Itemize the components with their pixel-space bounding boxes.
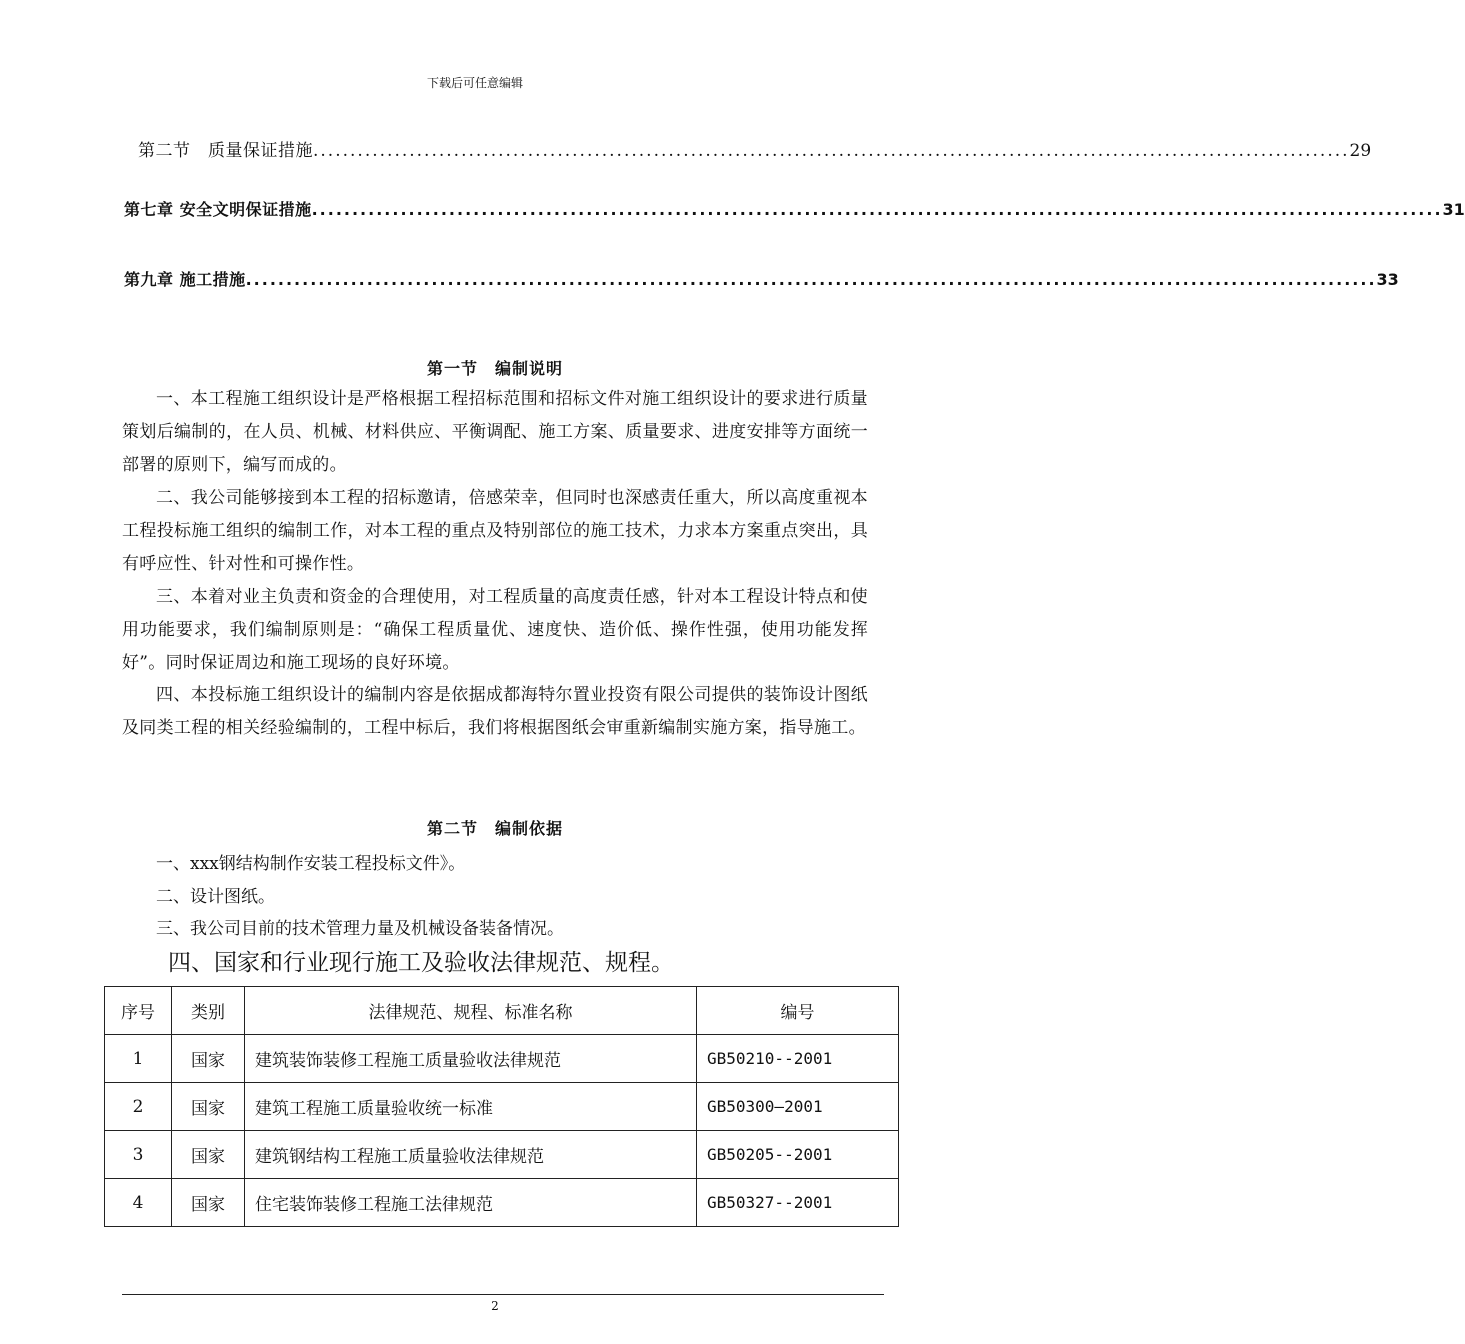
cell-name: 建筑工程施工质量验收统一标准 <box>245 1083 697 1131</box>
table-row <box>105 1179 899 1227</box>
basis-item: 一、xxx钢结构制作安装工程投标文件》。 <box>156 854 466 874</box>
cell-number: 3 <box>105 1131 172 1179</box>
footer-divider <box>122 1294 884 1295</box>
toc-entry-page: 31 <box>1442 200 1465 219</box>
paragraph: 一、本工程施工组织设计是严格根据工程招标范围和招标文件对施工组织设计的要求进行质量策划后编制的，在人员、机械、材料供应、平衡调配、施工方案、质量要求、进度安排等方面统一部署的原则下，编写而成的。 <box>122 389 868 475</box>
cell-name: 建筑钢结构工程施工质量验收法律规范 <box>245 1131 697 1179</box>
standards-table <box>104 986 899 1227</box>
paragraph: 二、我公司能够接到本工程的招标邀请，倍感荣幸，但同时也深感责任重大，所以高度重视本工程投标施工组织的编制工作，对本工程的重点及特别部位的施工技术，力求本方案重点突出，具有呼应性、针对性和可操作性。 <box>122 488 868 574</box>
column-header-code: 编号 <box>697 987 899 1035</box>
cell-name: 住宅装饰装修工程施工法律规范 <box>245 1179 697 1227</box>
cell-code: GB50210--2001 <box>697 1035 899 1083</box>
cell-code: GB50205--2001 <box>697 1131 899 1179</box>
cell-number: 1 <box>105 1035 172 1083</box>
page-header: 下载后可任意编辑 <box>426 76 523 90</box>
table-row <box>105 1131 899 1179</box>
toc-entry-title: 第九章 施工措施 <box>124 270 246 289</box>
table-header-row <box>105 987 899 1035</box>
basis-item-large: 四、国家和行业现行施工及验收法律规范、规程。 <box>168 950 674 976</box>
cell-category: 国家 <box>172 1131 245 1179</box>
toc-entry-chapter-7[interactable] <box>124 197 1465 220</box>
toc-entry-title: 第二节 质量保证措施 <box>138 141 313 161</box>
toc-entry-chapter-9[interactable] <box>124 267 1399 290</box>
section-heading-compilation-basis: 第二节 编制依据 <box>426 819 563 838</box>
column-header-name: 法律规范、规程、标准名称 <box>245 987 697 1035</box>
toc-entry-section-2[interactable] <box>138 136 1372 161</box>
basis-item: 二、设计图纸。 <box>156 887 275 907</box>
cell-code: GB50300—2001 <box>697 1083 899 1131</box>
paragraph: 三、本着对业主负责和资金的合理使用，对工程质量的高度责任感，针对本工程设计特点和使用功能要求，我们编制原则是：“确保工程质量优、速度快、造价低、操作性强，使用功能发挥好”。同时保证周边和施工现场的良好环境。 <box>122 587 868 673</box>
toc-entry-page: 29 <box>1349 141 1372 161</box>
cell-number: 4 <box>105 1179 172 1227</box>
table-row <box>105 1083 899 1131</box>
cell-category: 国家 <box>172 1035 245 1083</box>
cell-category: 国家 <box>172 1179 245 1227</box>
cell-name: 建筑装饰装修工程施工质量验收法律规范 <box>245 1035 697 1083</box>
column-header-category: 类别 <box>172 987 245 1035</box>
toc-leader-dots: ............................................................................................................................................ <box>245 270 1377 289</box>
cell-category: 国家 <box>172 1083 245 1131</box>
cell-code: GB50327--2001 <box>697 1179 899 1227</box>
page-number: 2 <box>491 1299 499 1313</box>
toc-entry-page: 33 <box>1376 270 1399 289</box>
basis-item: 三、我公司目前的技术管理力量及机械设备装备情况。 <box>156 919 564 939</box>
paragraph: 四、本投标施工组织设计的编制内容是依据成都海特尔置业投资有限公司提供的装饰设计图纸及同类工程的相关经验编制的，工程中标后，我们将根据图纸会审重新编制实施方案，指导施工。 <box>122 685 868 738</box>
table-row <box>105 1035 899 1083</box>
toc-leader-dots: ............................................................................................................................................ <box>313 141 1350 161</box>
toc-leader-dots: ............................................................................................................................................ <box>311 200 1443 219</box>
section-heading-compilation-notes: 第一节 编制说明 <box>426 359 563 378</box>
toc-entry-title: 第七章 安全文明保证措施 <box>124 200 312 219</box>
cell-number: 2 <box>105 1083 172 1131</box>
column-header-number: 序号 <box>105 987 172 1035</box>
